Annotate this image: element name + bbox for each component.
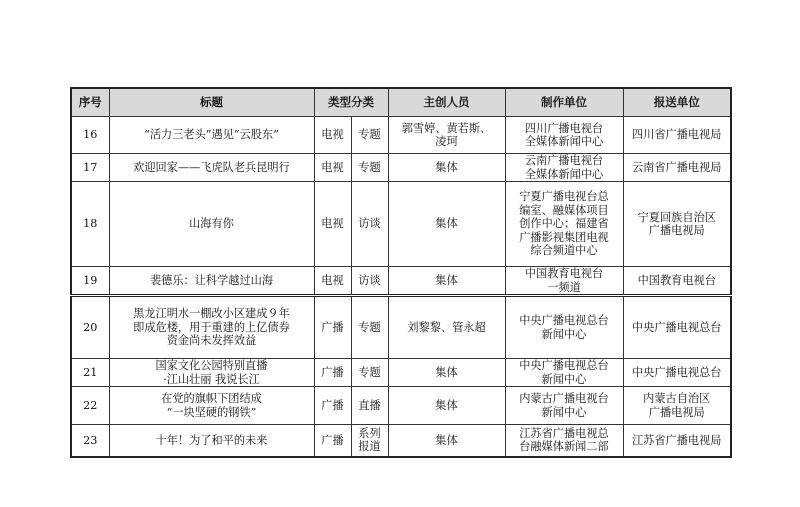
cell-submitter-text: 中央广播电视总台 (631, 320, 722, 334)
cell-producer (505, 154, 623, 182)
cell-creators-text: 集体 (435, 365, 458, 379)
table-row (71, 359, 731, 387)
cell-title (109, 425, 314, 457)
cell-creators (388, 117, 505, 154)
cell-media (314, 182, 351, 267)
header-type: 类型分类 (314, 88, 388, 117)
cell-creators (388, 267, 505, 296)
cell-seq-text: 21 (83, 365, 98, 379)
cell-creators-text: 集体 (435, 217, 458, 231)
cell-seq (71, 296, 109, 359)
cell-media-text: 广播 (321, 398, 344, 412)
cell-submitter-text: 中央广播电视总台 (631, 365, 722, 379)
cell-seq-text: 20 (83, 320, 98, 334)
cell-title-text: 欢迎回家——飞虎队老兵昆明行 (133, 160, 290, 174)
cell-submitter-text: 内蒙古自治区 广播电视局 (643, 392, 711, 419)
cell-category-text: 直播 (358, 398, 381, 412)
cell-producer-text: 内蒙古广播电视台 新闻中心 (519, 392, 609, 419)
cell-seq-text: 18 (83, 217, 98, 231)
cell-category (351, 267, 388, 296)
cell-category-text: 访谈 (358, 217, 381, 231)
cell-submitter (623, 154, 731, 182)
cell-producer (505, 182, 623, 267)
cell-creators-text: 集体 (435, 433, 458, 447)
cell-submitter-text: 江苏省广播电视局 (631, 433, 722, 447)
table-row (71, 117, 731, 154)
cell-category (351, 296, 388, 359)
cell-media-text: 电视 (321, 217, 344, 231)
cell-seq (71, 154, 109, 182)
header-producer: 制作单位 (505, 88, 623, 117)
cell-producer-text: 中央广播电视总台 新闻中心 (519, 359, 609, 386)
table-row (71, 296, 731, 359)
cell-creators (388, 359, 505, 387)
cell-producer (505, 425, 623, 457)
cell-seq-text: 16 (83, 128, 98, 142)
cell-category-text: 专题 (358, 128, 381, 142)
cell-media-text: 电视 (321, 128, 344, 142)
cell-category (351, 387, 388, 425)
cell-category (351, 154, 388, 182)
cell-producer-text: 云南广播电视台 全媒体新闻中心 (524, 154, 604, 181)
header-submitter: 报送单位 (623, 88, 731, 117)
cell-submitter-text: 云南省广播电视局 (631, 160, 722, 174)
cell-title-text: “活力三老头”遇见“云股东” (144, 128, 279, 142)
cell-seq (71, 182, 109, 267)
cell-title-text: 国家文化公园特别直播 ·江山壮丽 我说长江 (155, 359, 268, 386)
cell-producer-text: 江苏省广播电视总 台融媒体新闻二部 (519, 426, 609, 454)
header-creators: 主创人员 (388, 88, 505, 117)
cell-submitter (623, 359, 731, 387)
cell-media (314, 154, 351, 182)
cell-submitter (623, 182, 731, 267)
cell-creators (388, 296, 505, 359)
cell-media-text: 电视 (321, 160, 344, 174)
cell-title-text: 在党的旗帜下团结成 “一块坚硬的钢铁” (161, 392, 262, 419)
cell-producer-text: 宁夏广播电视台总 编室、融媒体项目 创作中心；福建省 广播影视集团电视 综合频道中心 (519, 190, 609, 258)
cell-media (314, 296, 351, 359)
table-row (71, 154, 731, 182)
cell-submitter-text: 中国教育电视台 (637, 273, 716, 287)
cell-submitter (623, 117, 731, 154)
cell-media-text: 广播 (321, 320, 344, 334)
cell-title-text: 黑龙江明水一棚改小区建成９年 即成危楼，用于重建的上亿债券 资金尚未发挥效益 (133, 307, 290, 348)
cell-creators-text: 郭雪婷、黄若斯、 凌珂 (401, 121, 492, 148)
cell-creators-text: 集体 (435, 398, 458, 412)
cell-seq (71, 387, 109, 425)
cell-title (109, 154, 314, 182)
header-seq: 序号 (71, 88, 109, 117)
cell-creators (388, 387, 505, 425)
cell-submitter-text: 宁夏回族自治区 广播电视局 (637, 210, 716, 237)
cell-media-text: 广播 (321, 365, 344, 379)
cell-seq-text: 22 (83, 398, 98, 412)
entries-table (70, 87, 732, 458)
cell-seq-text: 23 (83, 433, 98, 447)
cell-producer (505, 296, 623, 359)
cell-creators-text: 集体 (435, 273, 458, 287)
cell-media (314, 387, 351, 425)
header-row (71, 88, 731, 117)
cell-creators (388, 425, 505, 457)
cell-producer-text: 中央广播电视总台 新闻中心 (519, 314, 609, 341)
cell-media-text: 广播 (321, 433, 344, 447)
cell-submitter (623, 267, 731, 296)
cell-producer-text: 四川广播电视台 全媒体新闻中心 (524, 121, 604, 148)
cell-category (351, 182, 388, 267)
cell-title (109, 387, 314, 425)
cell-category-text: 访谈 (358, 273, 381, 287)
cell-title-text: 十年！为了和平的未来 (155, 433, 268, 447)
cell-submitter (623, 425, 731, 457)
cell-creators-text: 刘黎黎、管永超 (407, 320, 486, 334)
cell-seq-text: 17 (83, 160, 98, 174)
cell-title (109, 117, 314, 154)
cell-media (314, 267, 351, 296)
cell-category-text: 专题 (358, 160, 381, 174)
cell-submitter (623, 296, 731, 359)
cell-title-text: 裴德乐：让科学越过山海 (149, 273, 274, 287)
header-title: 标题 (109, 88, 314, 117)
cell-submitter-text: 四川省广播电视局 (631, 128, 722, 142)
cell-producer (505, 387, 623, 425)
table-row (71, 425, 731, 457)
cell-category-text: 专题 (358, 365, 381, 379)
cell-title (109, 296, 314, 359)
cell-category-text: 系列 报道 (358, 426, 381, 454)
cell-producer (505, 117, 623, 154)
cell-seq (71, 117, 109, 154)
cell-media (314, 425, 351, 457)
cell-creators (388, 154, 505, 182)
cell-seq (71, 267, 109, 296)
cell-seq (71, 359, 109, 387)
table-row (71, 267, 731, 296)
cell-seq (71, 425, 109, 457)
cell-media (314, 359, 351, 387)
cell-submitter (623, 387, 731, 425)
cell-producer (505, 267, 623, 296)
cell-title (109, 267, 314, 296)
cell-category (351, 359, 388, 387)
cell-creators-text: 集体 (435, 160, 458, 174)
cell-producer-text: 中国教育电视台 一频道 (524, 267, 604, 294)
cell-category-text: 专题 (358, 320, 381, 334)
cell-category (351, 117, 388, 154)
cell-seq-text: 19 (83, 273, 98, 287)
cell-title (109, 359, 314, 387)
table-row (71, 387, 731, 425)
cell-title (109, 182, 314, 267)
table-row (71, 182, 731, 267)
cell-creators (388, 182, 505, 267)
cell-media-text: 电视 (321, 273, 344, 287)
cell-producer (505, 359, 623, 387)
cell-media (314, 117, 351, 154)
table-body (71, 117, 731, 457)
cell-category (351, 425, 388, 457)
cell-title-text: 山海有你 (189, 217, 234, 231)
